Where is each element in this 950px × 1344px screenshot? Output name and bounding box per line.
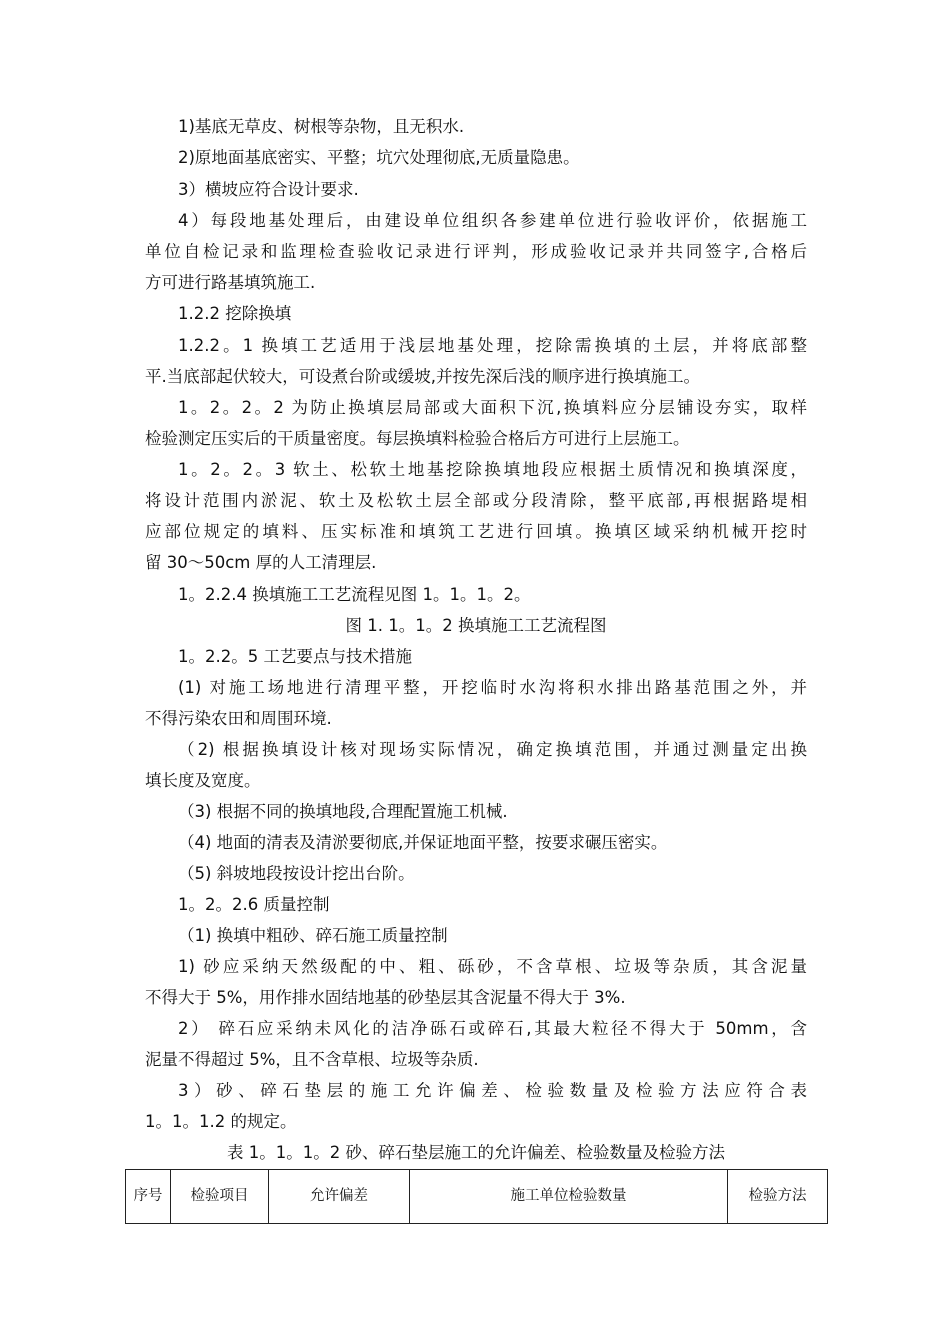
paragraph: 3）砂、碎石垫层的施工允许偏差、检验数量及检验方法应符合表 xyxy=(178,1081,807,1100)
paragraph: （1) 换填中粗砂、碎石施工质量控制 xyxy=(178,926,448,945)
paragraph: 1。2。2。3 软土、松软土地基挖除换填地段应根据土质情况和换填深度， xyxy=(178,460,807,479)
paragraph: (1) 对施工场地进行清理平整，开挖临时水沟将积水排出路基范围之外，并 xyxy=(178,678,807,697)
section-heading: 1.2.2 挖除换填 xyxy=(178,304,292,323)
paragraph: 方可进行路基填筑施工. xyxy=(145,273,316,292)
paragraph: 4）每段地基处理后，由建设单位组织各参建单位进行验收评价，依据施工 xyxy=(178,211,807,230)
paragraph: （5) 斜坡地段按设计挖出台阶。 xyxy=(178,864,415,883)
section-heading: 1。2。2.6 质量控制 xyxy=(178,895,330,914)
figure-caption: 图 1. 1。1。2 换填施工工艺流程图 xyxy=(345,616,607,635)
paragraph: 1.2.2。1 换填工艺适用于浅层地基处理，挖除需换填的土层，并将底部整 xyxy=(178,336,807,355)
paragraph: 2） 碎石应采纳未风化的洁净砾石或碎石,其最大粒径不得大于 50mm，含 xyxy=(178,1019,807,1038)
table-header-cell: 检验方法 xyxy=(728,1170,828,1224)
table-header-cell: 施工单位检验数量 xyxy=(410,1170,728,1224)
paragraph: 填长度及宽度。 xyxy=(145,771,261,790)
paragraph: 3）横坡应符合设计要求. xyxy=(178,180,359,199)
paragraph: 不得大于 5%，用作排水固结地基的砂垫层其含泥量不得大于 3%. xyxy=(145,988,626,1007)
paragraph: 1)基底无草皮、树根等杂物，且无积水. xyxy=(178,117,465,136)
paragraph: 应部位规定的填料、压实标准和填筑工艺进行回填。换填区域采纳机械开挖时 xyxy=(145,522,807,541)
table-caption: 表 1。1。1。2 砂、碎石垫层施工的允许偏差、检验数量及检验方法 xyxy=(227,1143,725,1162)
inspection-table xyxy=(125,1169,828,1224)
paragraph: 不得污染农田和周围环境. xyxy=(145,709,332,728)
paragraph: 平.当底部起伏较大，可设煮台阶或缓坡,并按先深后浅的顺序进行换填施工。 xyxy=(145,367,700,386)
table-header-cell: 序号 xyxy=(126,1170,171,1224)
paragraph: 检验测定压实后的干质量密度。每层换填料检验合格后方可进行上层施工。 xyxy=(145,429,690,448)
paragraph: 2)原地面基底密实、平整；坑穴处理彻底,无质量隐患。 xyxy=(178,148,580,167)
paragraph: 1。1。1.2 的规定。 xyxy=(145,1112,297,1131)
paragraph: 单位自检记录和监理检查验收记录进行评判，形成验收记录并共同签字,合格后 xyxy=(145,242,807,261)
paragraph: 留 30～50cm 厚的人工清理层. xyxy=(145,553,377,572)
table-header-row xyxy=(126,1170,828,1224)
paragraph: 1) 砂应采纳天然级配的中、粗、砾砂，不含草根、垃圾等杂质，其含泥量 xyxy=(178,957,807,976)
paragraph: （2) 根据换填设计核对现场实际情况，确定换填范围，并通过测量定出换 xyxy=(178,740,807,759)
paragraph: （3) 根据不同的换填地段,合理配置施工机械. xyxy=(178,802,508,821)
paragraph: 1。2.2.4 换填施工工艺流程见图 1。1。1。2。 xyxy=(178,585,531,604)
section-heading: 1。2.2。5 工艺要点与技术措施 xyxy=(178,647,412,666)
table-header-cell: 允许偏差 xyxy=(269,1170,410,1224)
paragraph: 将设计范围内淤泥、软土及松软土层全部或分段清除，整平底部,再根据路堤相 xyxy=(145,491,807,510)
paragraph: （4) 地面的清表及清淤要彻底,并保证地面平整，按要求碾压密实。 xyxy=(178,833,668,852)
paragraph: 泥量不得超过 5%，且不含草根、垃圾等杂质. xyxy=(145,1050,479,1069)
paragraph: 1。2。2。2 为防止换填层局部或大面积下沉,换填料应分层铺设夯实，取样 xyxy=(178,398,807,417)
table-header-cell: 检验项目 xyxy=(171,1170,269,1224)
